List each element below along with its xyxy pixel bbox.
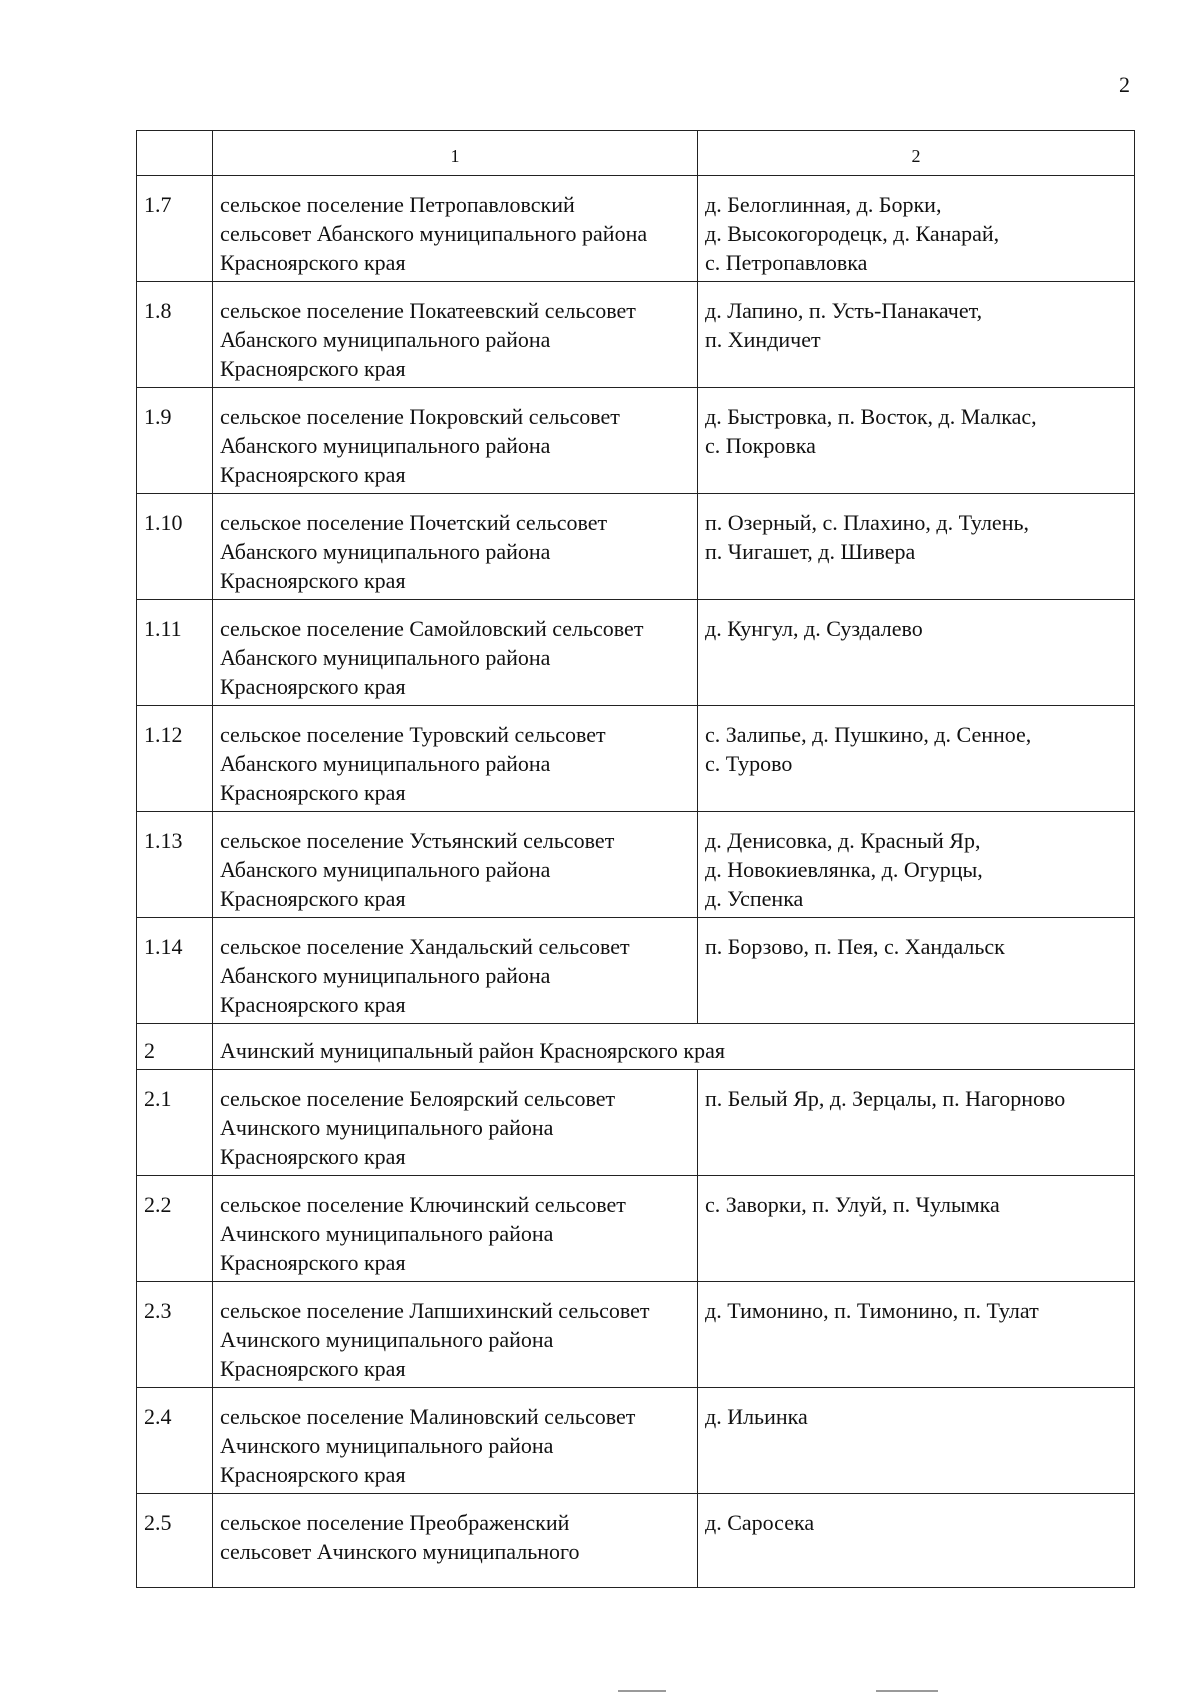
settlement-name-cell: [213, 1176, 698, 1282]
row-number: 1.14: [137, 918, 213, 1024]
row-number: 2.2: [137, 1176, 213, 1282]
page-number: 2: [1119, 72, 1130, 97]
settlement-name-line: Красноярского края: [220, 1250, 406, 1275]
row-number: 1.10: [137, 494, 213, 600]
row-number: 1.12: [137, 706, 213, 812]
localities-line: д. Лапино, п. Усть-Панакачет,: [705, 298, 983, 323]
table-row: [137, 1176, 1135, 1282]
settlement-name-cell: [213, 282, 698, 388]
row-number: 2.3: [137, 1282, 213, 1388]
settlement-name-line: сельское поселение Лапшихинский сельсовет: [220, 1298, 650, 1323]
settlement-name-line: сельское поселение Туровский сельсовет: [220, 722, 606, 747]
settlement-name-line: Абанского муниципального района: [220, 963, 551, 988]
header-cell-column-2: 2: [698, 131, 1135, 176]
row-number: 1.7: [137, 176, 213, 282]
row-number: 2.1: [137, 1070, 213, 1176]
localities-cell: [698, 176, 1135, 282]
settlement-name-line: сельское поселение Преображенский: [220, 1510, 570, 1535]
row-number: 2: [137, 1024, 213, 1070]
localities-line: п. Борзово, п. Пея, с. Хандальск: [705, 934, 1005, 959]
settlement-name-line: сельское поселение Белоярский сельсовет: [220, 1086, 616, 1111]
localities-cell: [698, 812, 1135, 918]
settlement-name-line: сельское поселение Почетский сельсовет: [220, 510, 608, 535]
localities-cell: [698, 600, 1135, 706]
localities-line: д. Быстровка, п. Восток, д. Малкас,: [705, 404, 1037, 429]
table-row: [137, 1070, 1135, 1176]
row-number: 1.9: [137, 388, 213, 494]
settlement-name-line: Красноярского края: [220, 886, 406, 911]
localities-line: п. Хиндичет: [705, 327, 821, 352]
settlement-name-line: Красноярского края: [220, 568, 406, 593]
row-number: 2.4: [137, 1388, 213, 1494]
settlement-name-cell: [213, 388, 698, 494]
settlement-name-line: сельское поселение Ключинский сельсовет: [220, 1192, 626, 1217]
settlement-name-line: Абанского муниципального района: [220, 539, 551, 564]
settlement-name-cell: [213, 600, 698, 706]
row-number: 1.13: [137, 812, 213, 918]
localities-cell: [698, 1282, 1135, 1388]
localities-line: д. Новокиевлянка, д. Огурцы,: [705, 857, 983, 882]
row-number: 1.8: [137, 282, 213, 388]
table-row: [137, 1282, 1135, 1388]
localities-line: п. Озерный, с. Плахино, д. Тулень,: [705, 510, 1030, 535]
settlement-name-line: Абанского муниципального района: [220, 645, 551, 670]
localities-line: с. Турово: [705, 751, 793, 776]
settlement-name-line: сельское поселение Покатеевский сельсовет: [220, 298, 636, 323]
region-title: Ачинский муниципальный район Красноярского края: [213, 1024, 1135, 1070]
settlement-name-line: Ачинского муниципального района: [220, 1433, 554, 1458]
scan-artifact: [618, 1690, 666, 1692]
settlement-name-line: Красноярского края: [220, 250, 406, 275]
table-row: [137, 706, 1135, 812]
table-row: [137, 812, 1135, 918]
settlement-name-cell: [213, 494, 698, 600]
settlement-name-cell: [213, 1282, 698, 1388]
localities-line: п. Белый Яр, д. Зерцалы, п. Нагорново: [705, 1086, 1066, 1111]
localities-cell: [698, 1176, 1135, 1282]
table-row: [137, 1494, 1135, 1588]
settlement-name-line: сельское поселение Покровский сельсовет: [220, 404, 620, 429]
localities-line: д. Саросека: [705, 1510, 815, 1535]
localities-cell: [698, 706, 1135, 812]
settlement-name-line: Абанского муниципального района: [220, 857, 551, 882]
localities-line: с. Покровка: [705, 433, 816, 458]
settlement-name-line: Красноярского края: [220, 992, 406, 1017]
settlement-name-line: сельское поселение Самойловский сельсовет: [220, 616, 644, 641]
localities-cell: [698, 918, 1135, 1024]
settlement-name-line: Красноярского края: [220, 1356, 406, 1381]
localities-line: д. Успенка: [705, 886, 804, 911]
settlement-name-line: Красноярского края: [220, 674, 406, 699]
localities-line: с. Петропавловка: [705, 250, 868, 275]
settlement-name-line: Абанского муниципального района: [220, 433, 551, 458]
settlement-name-cell: [213, 706, 698, 812]
localities-line: д. Тимонино, п. Тимонино, п. Тулат: [705, 1298, 1039, 1323]
settlement-name-cell: [213, 918, 698, 1024]
settlement-name-line: Ачинского муниципального района: [220, 1327, 554, 1352]
header-cell-column-1: 1: [213, 131, 698, 176]
localities-cell: [698, 388, 1135, 494]
settlement-name-cell: [213, 176, 698, 282]
localities-line: д. Кунгул, д. Суздалево: [705, 616, 923, 641]
settlement-name-line: сельское поселение Малиновский сельсовет: [220, 1404, 636, 1429]
settlement-name-line: Абанского муниципального района: [220, 327, 551, 352]
localities-cell: [698, 282, 1135, 388]
localities-line: д. Белоглинная, д. Борки,: [705, 192, 942, 217]
settlement-name-line: Ачинского муниципального района: [220, 1221, 554, 1246]
localities-line: д. Ильинка: [705, 1404, 808, 1429]
settlement-name-line: Красноярского края: [220, 356, 406, 381]
settlement-name-cell: [213, 1070, 698, 1176]
table-row: [137, 388, 1135, 494]
table-row: [137, 918, 1135, 1024]
settlements-table: [136, 130, 1135, 1588]
settlement-name-line: сельское поселение Петропавловский: [220, 192, 575, 217]
localities-line: д. Денисовка, д. Красный Яр,: [705, 828, 981, 853]
settlement-name-cell: [213, 812, 698, 918]
table-region-row: [137, 1024, 1135, 1070]
settlement-name-line: сельское поселение Хандальский сельсовет: [220, 934, 630, 959]
table-row: [137, 600, 1135, 706]
localities-cell: [698, 1494, 1135, 1588]
settlement-name-line: Красноярского края: [220, 462, 406, 487]
row-number: 2.5: [137, 1494, 213, 1588]
settlement-name-line: сельсовет Ачинского муниципального: [220, 1539, 580, 1564]
settlement-name-line: Ачинского муниципального района: [220, 1115, 554, 1140]
table-row: [137, 494, 1135, 600]
settlement-name-line: сельсовет Абанского муниципального района: [220, 221, 648, 246]
table-row: [137, 176, 1135, 282]
localities-line: п. Чигашет, д. Шивера: [705, 539, 916, 564]
localities-cell: [698, 1070, 1135, 1176]
header-cell-number: [137, 131, 213, 176]
localities-cell: [698, 1388, 1135, 1494]
settlement-name-line: Красноярского края: [220, 1462, 406, 1487]
settlement-name-cell: [213, 1494, 698, 1588]
table-header-row: [137, 131, 1135, 176]
settlement-name-line: сельское поселение Устьянский сельсовет: [220, 828, 615, 853]
table-row: [137, 282, 1135, 388]
settlement-name-line: Красноярского края: [220, 780, 406, 805]
localities-line: с. Залипье, д. Пушкино, д. Сенное,: [705, 722, 1032, 747]
scan-artifact: [876, 1690, 938, 1692]
settlement-name-line: Красноярского края: [220, 1144, 406, 1169]
settlement-name-line: Абанского муниципального района: [220, 751, 551, 776]
localities-line: д. Высокогородецк, д. Канарай,: [705, 221, 1000, 246]
localities-cell: [698, 494, 1135, 600]
localities-line: с. Заворки, п. Улуй, п. Чулымка: [705, 1192, 1000, 1217]
row-number: 1.11: [137, 600, 213, 706]
table-row: [137, 1388, 1135, 1494]
settlement-name-cell: [213, 1388, 698, 1494]
